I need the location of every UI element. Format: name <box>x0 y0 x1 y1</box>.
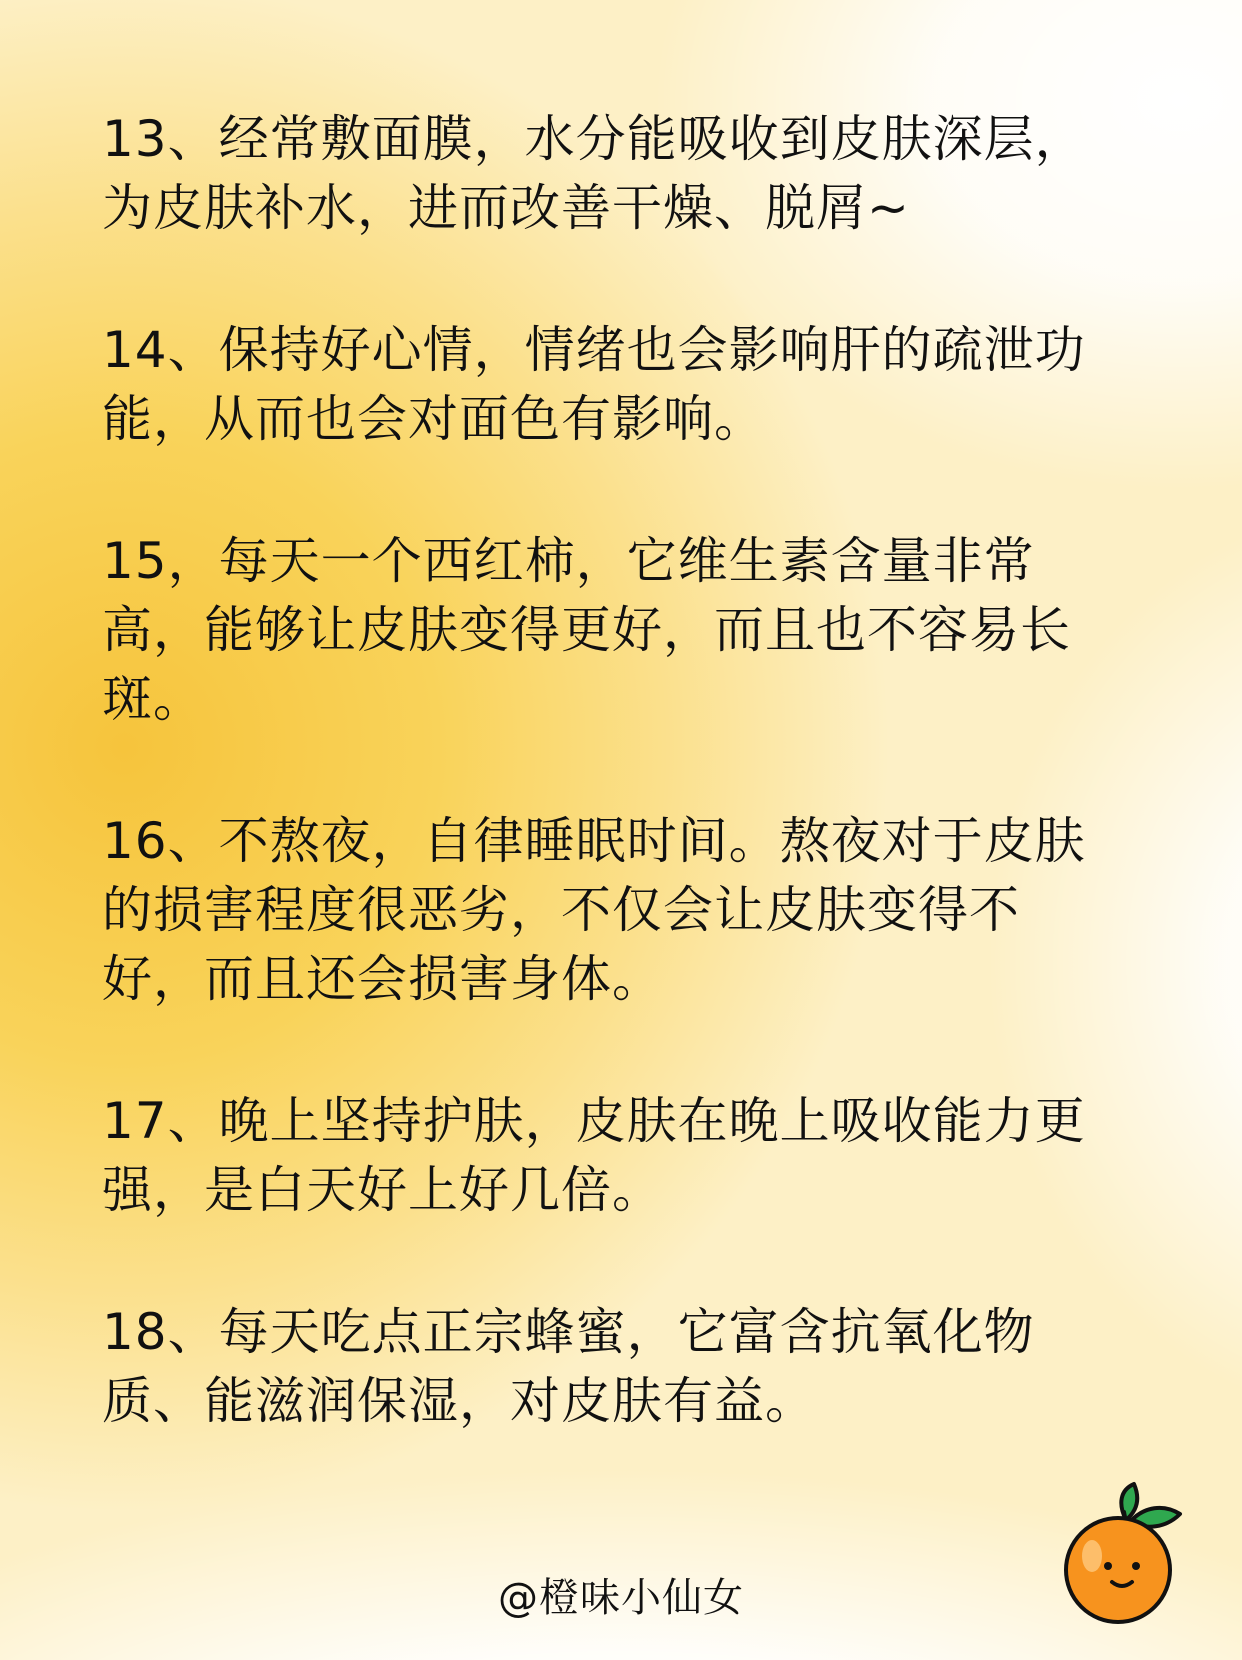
tip-14 <box>102 316 1142 454</box>
tip-18 <box>102 1298 1142 1436</box>
tip-line: 18、每天吃点正宗蜂蜜，它富含抗氧化物 <box>102 1303 1035 1361</box>
tip-line: 的损害程度很恶劣，不仅会让皮肤变得不 <box>102 881 1020 939</box>
tip-line: 16、不熬夜，自律睡眠时间。熬夜对于皮肤 <box>102 812 1086 870</box>
tip-line: 14、保持好心情，情绪也会影响肝的疏泄功 <box>102 321 1086 379</box>
tip-13 <box>102 105 1142 243</box>
orange-mascot-icon <box>1048 1478 1198 1628</box>
tip-16 <box>102 807 1142 1014</box>
tip-line: 好，而且还会损害身体。 <box>102 950 663 1008</box>
tips-list <box>102 105 1142 1509</box>
author-handle: @橙味小仙女 <box>498 1575 744 1621</box>
tip-line: 强，是白天好上好几倍。 <box>102 1161 663 1219</box>
tip-line: 17、晚上坚持护肤，皮肤在晚上吸收能力更 <box>102 1092 1086 1150</box>
tip-line: 15，每天一个西红柿，它维生素含量非常 <box>102 532 1035 590</box>
tip-15 <box>102 527 1142 734</box>
tip-line: 为皮肤补水，进而改善干燥、脱屑~ <box>102 179 910 237</box>
tip-line: 能，从而也会对面色有影响。 <box>102 390 765 448</box>
tip-17 <box>102 1087 1142 1225</box>
tip-line: 质、能滋润保湿，对皮肤有益。 <box>102 1372 816 1430</box>
tip-line: 13、经常敷面膜，水分能吸收到皮肤深层， <box>102 110 1086 168</box>
tip-line: 斑。 <box>102 670 204 728</box>
tip-line: 高，能够让皮肤变得更好，而且也不容易长 <box>102 601 1071 659</box>
